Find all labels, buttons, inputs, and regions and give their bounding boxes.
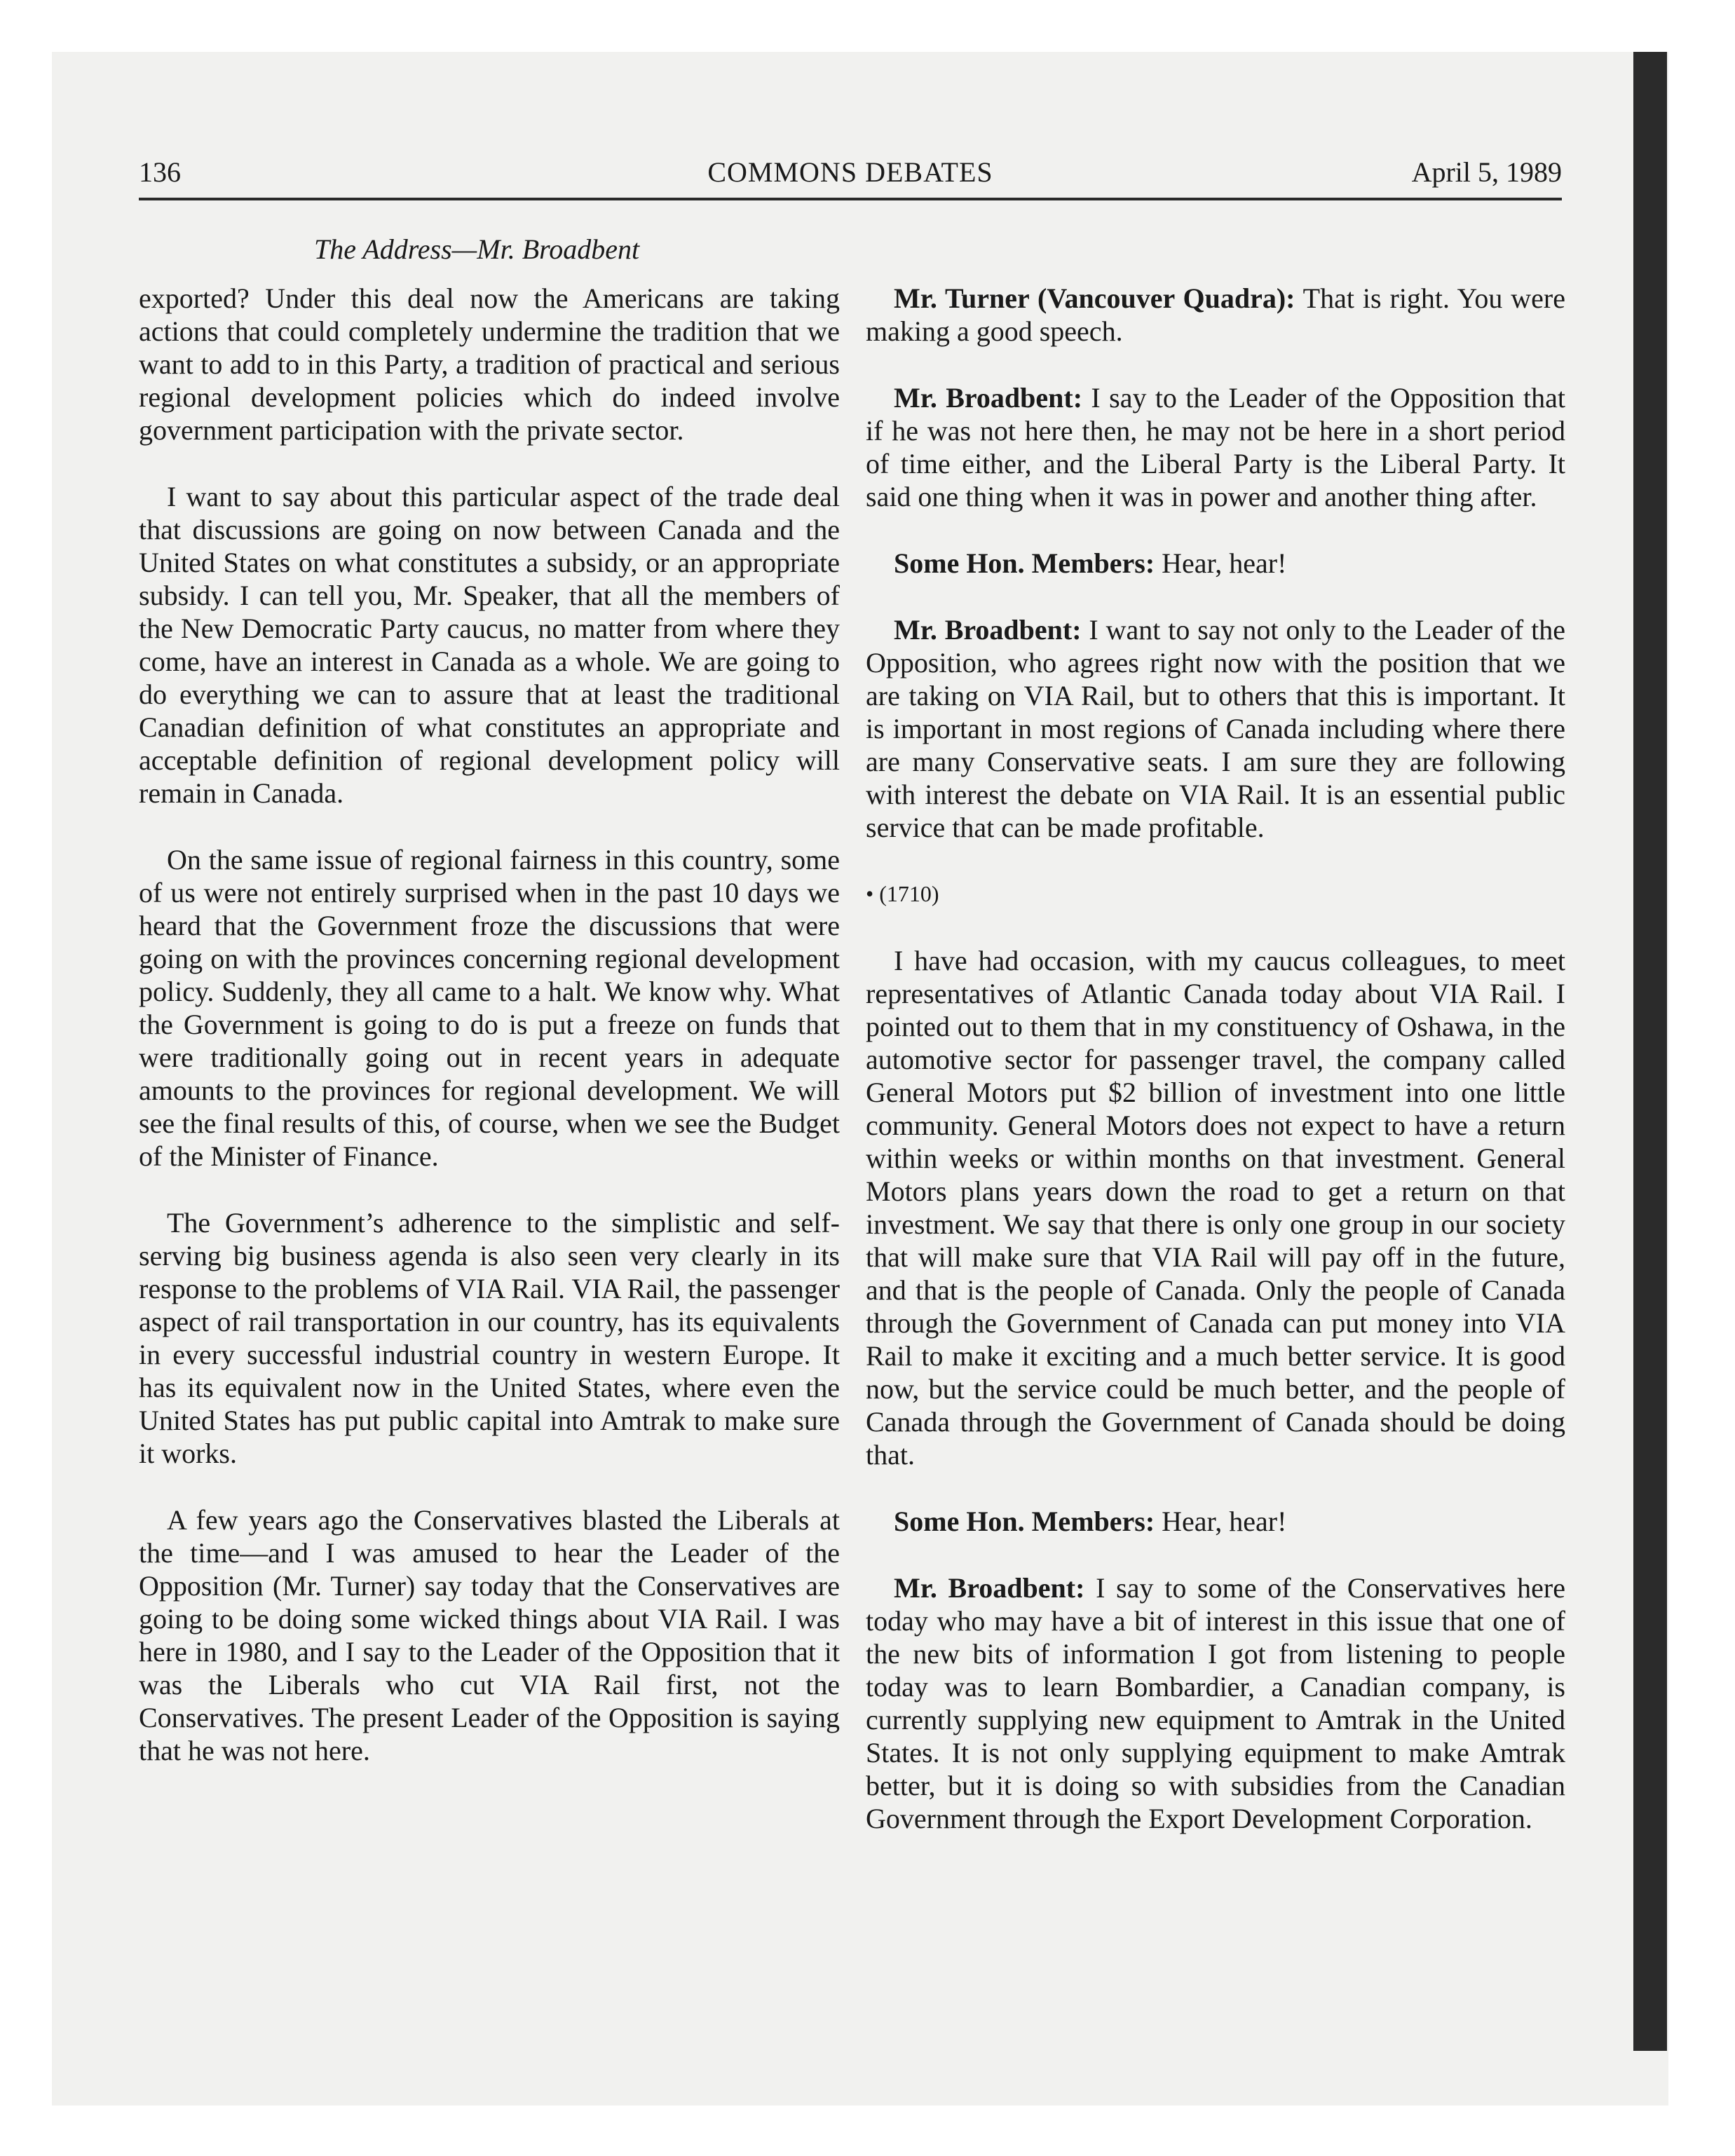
paragraph: I have had occasion, with my caucus colleagues, to meet representatives of Atlantic Canada today about VIA Rail. I pointed out to them that in my constituency of Oshawa, in the automotive sector for passenger travel, the company called General Motors put $2 billion of investment into one little community. General Motors does not expect to have a return within weeks or within months on that investment. General Motors plans years down the road to get a return on that investment. We say that there is only one group in our society that will make sure that VIA Rail will pay off in the future, and that is the people of Canada. Only the people of Canada through the Government of Canada can put money into VIA Rail to make it exciting and a much better service. It is good now, but the service could be much better, and the people of Canada through the Government of Canada should be doing that. [866, 945, 1565, 1471]
speaker-name: Some Hon. Members: [894, 547, 1155, 579]
speech-text: I say to some of the Conservatives here today who may have a bit of interest in this issue that one of the new bits of information I got from listening to people today was to learn Bombardier, a Canadian company, is currently supplying new equipment to Amtrak in the United States. It is not only supplying equipment to make Amtrak better, but it is doing so with subsidies from the Canadian Government through the Export Development Corporation. [866, 1572, 1565, 1834]
speech-text: Hear, hear! [1155, 547, 1287, 579]
publication-title: COMMONS DEBATES [707, 156, 993, 188]
paragraph: The Government’s adherence to the simplistic and self-serving big business agenda is also seen very clearly in its response to the problems of VIA Rail. VIA Rail, the passenger aspect of rail transportation in our country, has its equivalents in every successful industrial country in western Europe. It has its equivalent now in the United States, where even the United States has put public capital into Amtrak to make sure it works. [139, 1207, 840, 1469]
speech-entry [866, 381, 1565, 513]
speech-text: Hear, hear! [1155, 1506, 1287, 1537]
left-column [139, 282, 840, 1801]
page-number: 136 [139, 156, 181, 188]
speaker-name: Some Hon. Members: [894, 1506, 1155, 1537]
speech-entry [866, 1571, 1565, 1835]
speaker-name: Mr. Turner (Vancouver Quadra): [894, 282, 1295, 314]
running-head: The Address—Mr. Broadbent [314, 233, 640, 265]
speech-entry [866, 613, 1565, 844]
speech-entry [866, 547, 1565, 580]
speech-entry [866, 1505, 1565, 1538]
speech-text: I want to say not only to the Leader of the Opposition, who agrees right now with the position that we are taking on VIA Rail, but to others that this is important. It is important in most regions of Canada including where there are many Conservative seats. I am sure they are following with interest the debate on VIA Rail. It is an essential public service that can be made profitable. [866, 614, 1565, 843]
page-header [139, 156, 1562, 198]
paragraph: A few years ago the Conservatives blasted the Liberals at the time—and I was amused to hear the Leader of the Opposition (Mr. Turner) say today that the Conservatives are going to be doing some wicked things about VIA Rail. I was here in 1980, and I say to the Leader of the Opposition that it was the Liberals who cut VIA Rail first, not the Conservatives. The present Leader of the Opposition is saying that he was not here. [139, 1504, 840, 1766]
speech-text: I say to the Leader of the Opposition that if he was not here then, he may not be here in a short period of time either, and the Liberal Party is the Liberal Party. It said one thing when it was in power and another thing after. [866, 382, 1565, 512]
speaker-name: Mr. Broadbent: [894, 1572, 1085, 1604]
paragraph: On the same issue of regional fairness in this country, some of us were not entirely surprised when in the past 10 days we heard that the Government froze the discussions that were going on with the provinces concerning regional development policy. Suddenly, they all came to a halt. We know why. What the Government is going to do is put a freeze on funds that were traditionally going out in recent years in adequate amounts to the provinces for regional development. We will see the final results of this, of course, when we see the Budget of the Minister of Finance. [139, 844, 840, 1172]
speaker-name: Mr. Broadbent: [894, 382, 1083, 414]
paragraph: exported? Under this deal now the Americans are taking actions that could completely undermine the tradition that we want to add to in this Party, a tradition of practical and serious regional development policies which do indeed involve government participation with the private sector. [139, 282, 840, 446]
speaker-name: Mr. Broadbent: [894, 614, 1082, 646]
speech-entry [866, 282, 1565, 348]
page-date: April 5, 1989 [1411, 156, 1562, 188]
time-marker: • (1710) [866, 881, 939, 906]
binding-edge [1633, 52, 1667, 2051]
paragraph: I want to say about this particular aspect of the trade deal that discussions are going on now between Canada and the United States on what constitutes a subsidy, or an appropriate subsidy. I can tell you, Mr. Speaker, that all the members of the New Democratic Party caucus, no matter from where they come, have an interest in Canada as a whole. We are going to do everything we can to assure that at least the traditional Canadian definition of what constitutes an appropriate and acceptable definition of regional development policy will remain in Canada. [139, 481, 840, 809]
header-rule [139, 198, 1562, 200]
right-column [866, 282, 1565, 1869]
speech-text: That is right. You were making a good speech. [866, 282, 1566, 347]
